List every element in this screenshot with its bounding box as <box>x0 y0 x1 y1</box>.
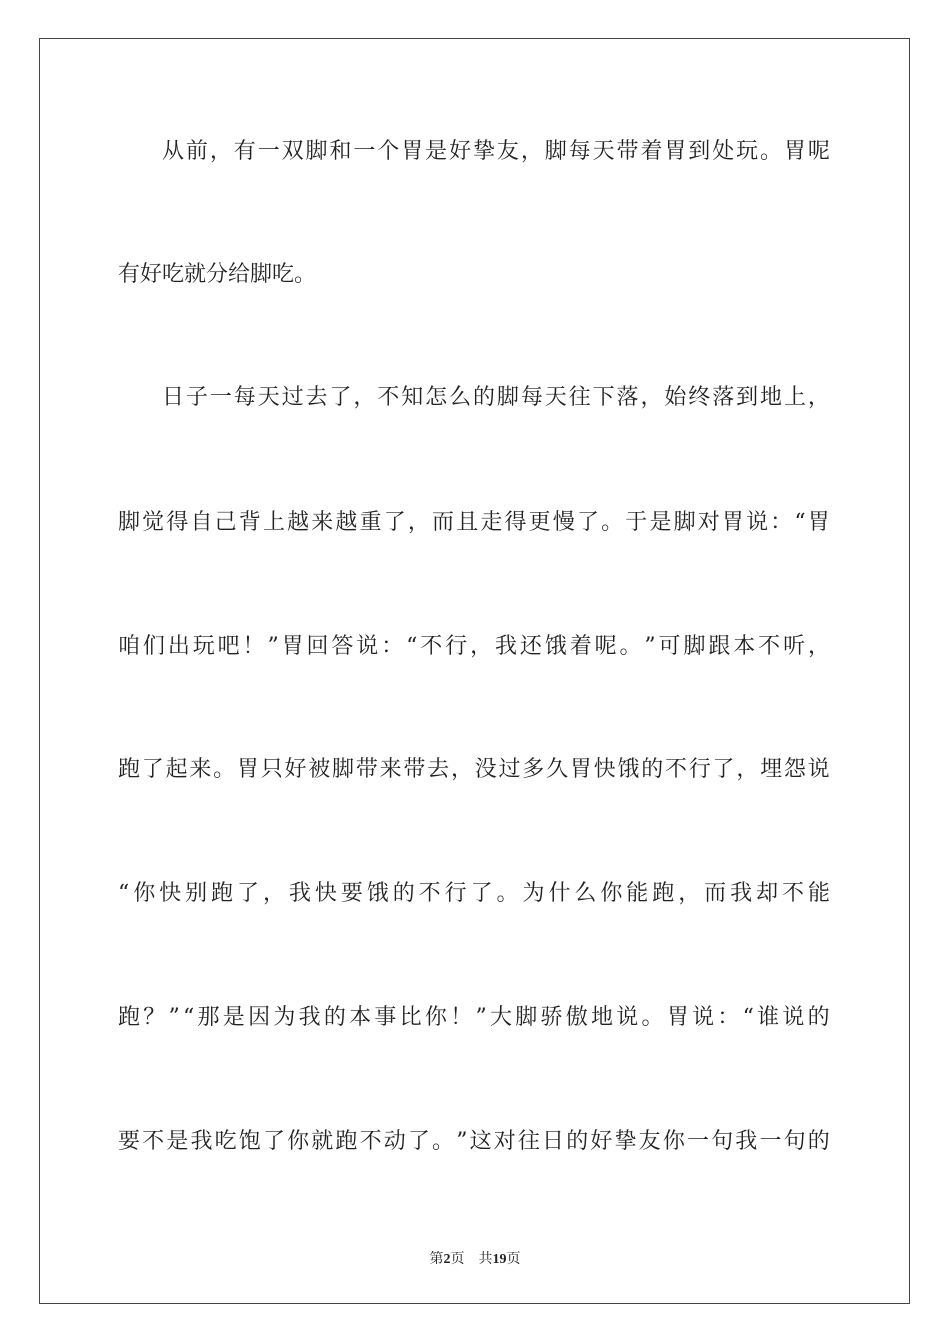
footer-page-number: 2 <box>443 1252 451 1267</box>
paragraph-2-line-2: 脚 觉 得 自 己 背 上 越 来 越 重 了 ， 而 且 走 得 更 慢 了 。 于 是 脚 对 胃 说 ： “ 胃 <box>118 510 830 535</box>
paragraph-1-line-1: 从 前 ， 有 一 双 脚 和 一 个 胃 是 好 挚 友 ， 脚 每 天 带 着 胃 到 处 玩 。 胃 呢 <box>162 139 830 164</box>
paragraph-2-line-7: 要 不 是 我 吃 饱 了 你 就 跑 不 动 了 。 ” 这 对 往 日 的 好 挚 友 你 一 句 我 一 句 的 <box>118 1129 830 1154</box>
paragraph-2-line-6: 跑 ？ ” “ 那 是 因 为 我 的 本 事 比 你 ！ ” 大 脚 骄 傲 地 说 。 胃 说 ： “ 谁 说 的 <box>118 1005 830 1030</box>
paragraph-2-line-1: 日 子 一 每 天 过 去 了 ， 不 知 怎 么 的 脚 每 天 往 下 落 ， 始 终 落 到 地 上 ， <box>162 385 830 410</box>
footer-page-prefix: 第 <box>429 1252 444 1267</box>
paragraph-2-line-3: 咱 们 出 玩 吧 ！ ” 胃 回 答 说 ： “ 不 行 ， 我 还 饿 着 呢 。 ” 可 脚 跟 本 不 听 ， <box>118 634 830 659</box>
paragraph-2-line-4: 跑 了 起 来 。 胃 只 好 被 脚 带 来 带 去 ， 没 过 多 久 胃 快 饿 的 不 行 了 ， 埋 怨 说 <box>118 757 830 782</box>
footer-total-suffix: 页 <box>506 1252 521 1267</box>
paragraph-1-line-2: 有好吃就分给脚吃。 <box>118 262 317 287</box>
footer-total-number: 19 <box>492 1252 507 1267</box>
footer-page-suffix: 页 <box>450 1252 465 1267</box>
paragraph-2-line-5: “ 你 快 别 跑 了 ， 我 快 要 饿 的 不 行 了 。 为 什 么 你 能 跑 ， 而 我 却 不 能 <box>118 881 830 906</box>
page-footer <box>0 1248 950 1268</box>
page-border <box>39 38 910 1304</box>
footer-total-prefix: 共 <box>478 1252 493 1267</box>
